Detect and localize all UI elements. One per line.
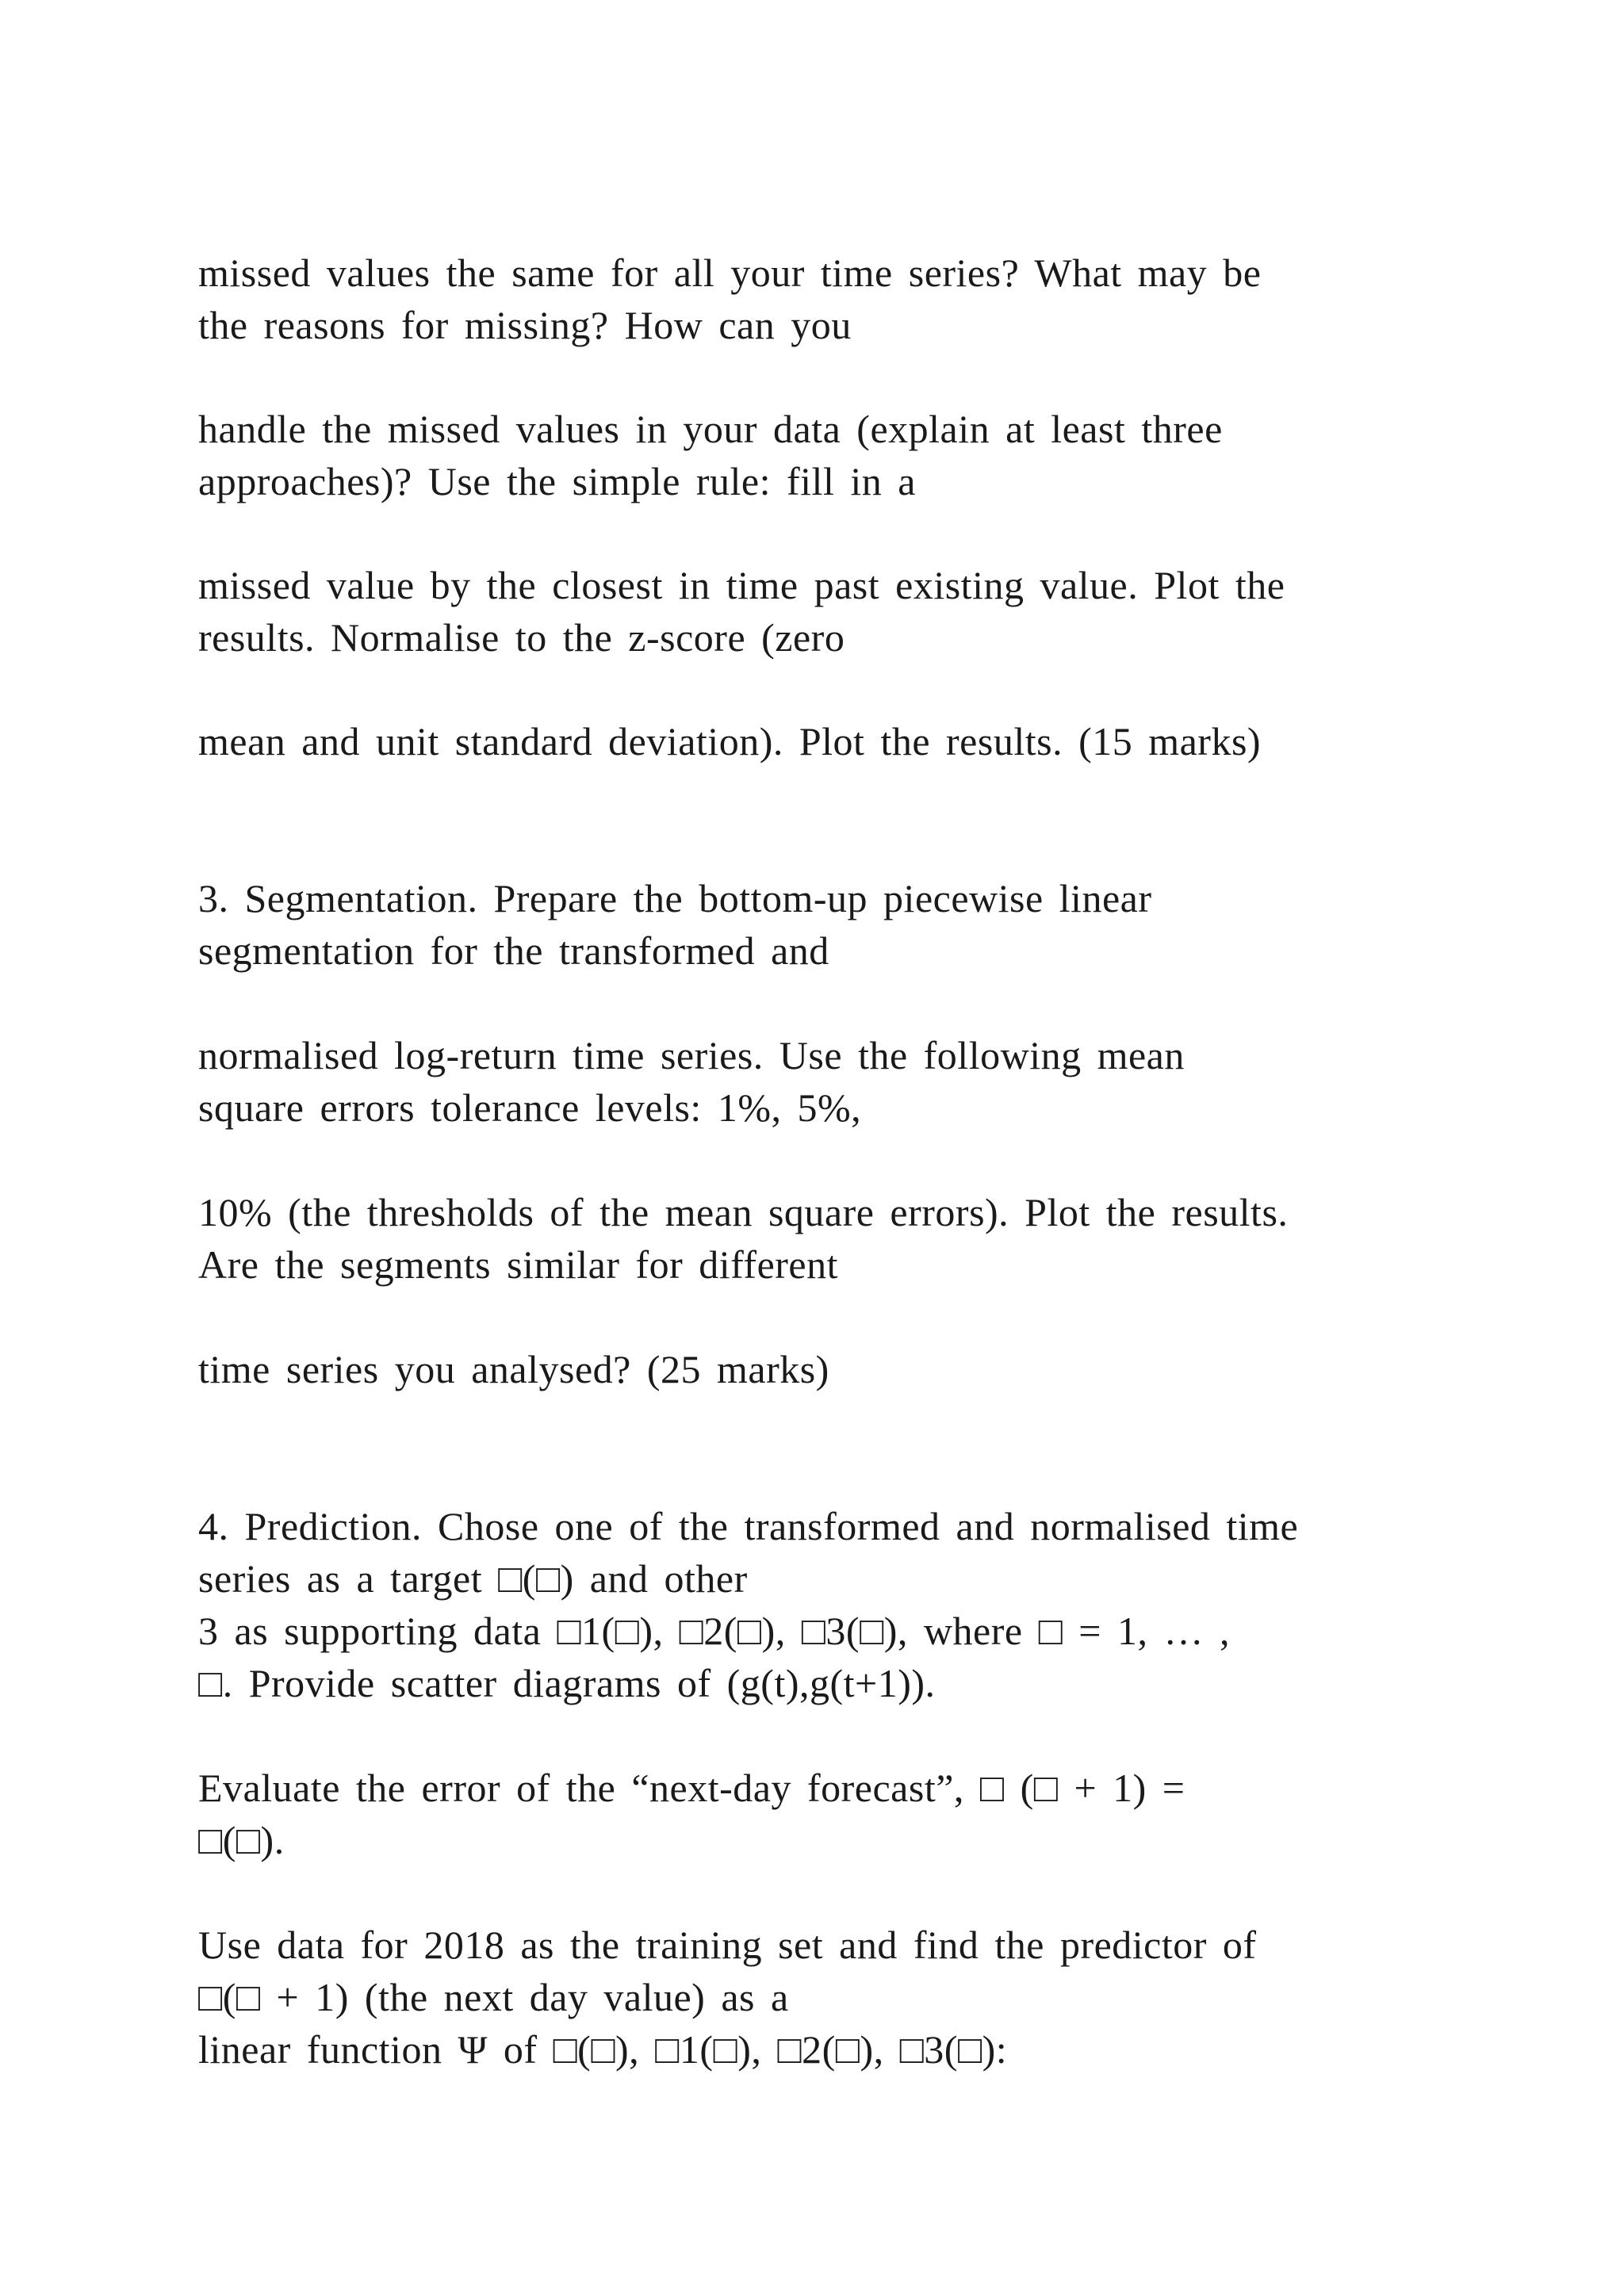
text-line: Evaluate the error of the “next-day forecast”, □ (□ + 1) = (198, 1766, 1185, 1810)
paragraph-fill-rule (198, 559, 1467, 664)
text-line: □. Provide scatter diagrams of (g(t),g(t+1)). (198, 1661, 936, 1705)
paragraph-handle-missed-values (198, 403, 1467, 507)
text-line: normalised log-return time series. Use the following mean (198, 1033, 1185, 1077)
text-line: □(□ + 1) (the next day value) as a (198, 1975, 789, 2019)
text-line: 10% (the thresholds of the mean square errors). Plot the results. (198, 1190, 1289, 1234)
text-line: Are the segments similar for different (198, 1242, 839, 1287)
text-line: □(□). (198, 1818, 285, 1862)
text-line: 3 as supporting data □1(□), □2(□), □3(□), where □ = 1, … , (198, 1609, 1230, 1653)
text-line: mean and unit standard deviation). Plot the results. (15 marks) (198, 719, 1262, 763)
text-line: square errors tolerance levels: 1%, 5%, (198, 1085, 862, 1130)
text-line: time series you analysed? (25 marks) (198, 1347, 829, 1391)
paragraph-missing-values (198, 247, 1467, 351)
text-line: Use data for 2018 as the training set and find the predictor of (198, 1923, 1257, 1967)
paragraph-segmentation-heading (198, 872, 1467, 977)
text-line: the reasons for missing? How can you (198, 303, 852, 347)
paragraph-tolerance-levels (198, 1029, 1467, 1134)
paragraph-training-set (198, 1919, 1467, 2076)
text-line: 3. Segmentation. Prepare the bottom-up piecewise linear (198, 876, 1152, 920)
text-line: 4. Prediction. Chose one of the transformed and normalised time (198, 1504, 1299, 1548)
paragraph-segmentation-marks (198, 1343, 1467, 1395)
text-line: approaches)? Use the simple rule: fill in a (198, 459, 916, 503)
paragraph-thresholds (198, 1186, 1467, 1291)
text-line: missed values the same for all your time series? What may be (198, 251, 1262, 295)
paragraph-forecast-error (198, 1762, 1467, 1866)
text-line: results. Normalise to the z-score (zero (198, 615, 845, 660)
text-line: segmentation for the transformed and (198, 928, 829, 973)
text-line: handle the missed values in your data (explain at least three (198, 407, 1223, 451)
text-line: series as a target □(□) and other (198, 1556, 748, 1601)
text-line: missed value by the closest in time past existing value. Plot the (198, 563, 1285, 607)
paragraph-prediction-heading (198, 1500, 1467, 1709)
text-line: linear function Ψ of □(□), □1(□), □2(□), □3(□): (198, 2027, 1008, 2072)
paragraph-normalise-marks (198, 715, 1467, 767)
